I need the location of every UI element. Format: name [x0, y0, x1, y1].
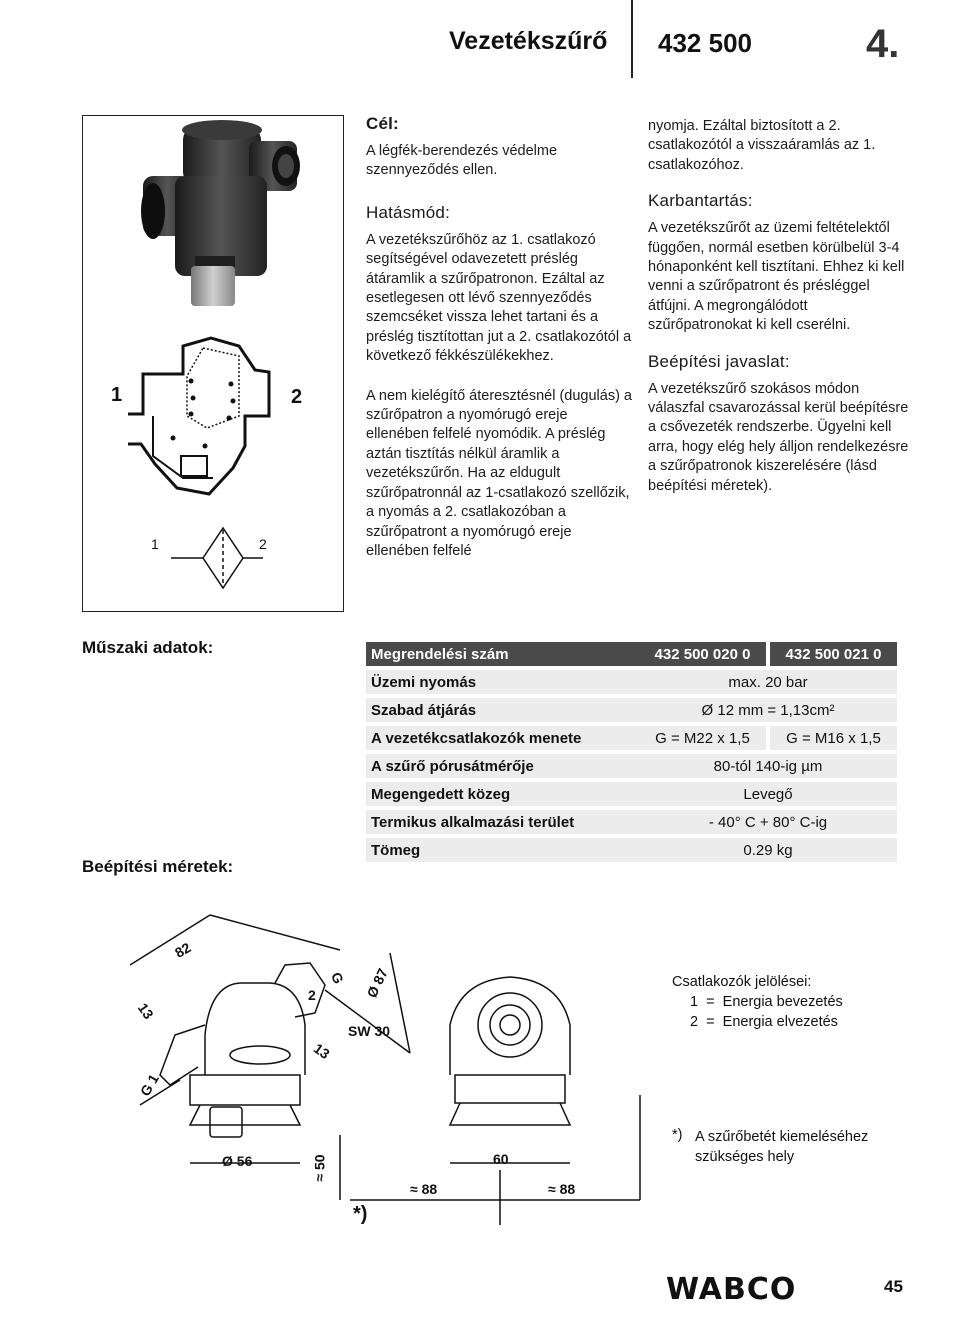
- dim-13a: 13: [134, 1000, 157, 1022]
- tech-heading: Műszaki adatok:: [82, 638, 214, 657]
- port-label-1: 1: [111, 384, 123, 406]
- page-number: 45: [884, 1277, 903, 1296]
- dim-2: 2: [308, 987, 316, 1003]
- dim-g1: G 1: [136, 1071, 162, 1099]
- spec-label: Tömeg: [366, 838, 639, 862]
- dim-56: Ø 56: [222, 1153, 253, 1169]
- spec-value: Levegő: [639, 782, 897, 806]
- page-title: Vezetékszűrő: [449, 27, 608, 55]
- beepitesi-javaslat-text: A vezetékszűrő szokásos módon válaszfal csavarozással kerül beépítésre a csővezeték rendszerbe. Ügyelni kell arra, hogy elég hely álljon rendelkezésre a szűrőpatronok kiszerelésére (lásd beépítési méretek).: [648, 380, 909, 494]
- dim-87: Ø 87: [363, 965, 391, 1001]
- cel-text: A légfék-berendezés védelme szennyeződés ellen.: [366, 143, 558, 179]
- column-1: [366, 114, 632, 579]
- filter-symbol: [171, 528, 263, 588]
- karbantartas-heading: Karbantartás:: [648, 191, 753, 211]
- dim-88b: ≈ 88: [548, 1181, 576, 1197]
- spec-value: max. 20 bar: [639, 670, 897, 694]
- part-number: 432 500: [658, 28, 752, 58]
- legend-line-2: 2 = Energia elvezetés: [690, 1014, 838, 1030]
- legend-title: Csatlakozók jelölései:: [672, 974, 812, 990]
- cel-heading: Cél:: [366, 114, 399, 133]
- dim-sw30: SW 30: [348, 1023, 391, 1039]
- dim-82: 82: [172, 939, 194, 961]
- legend-line-1: 1 = Energia bevezetés: [690, 994, 843, 1010]
- install-drawing: [110, 905, 650, 1235]
- spec-header-label: Megrendelési szám: [366, 642, 639, 666]
- dim-g: G: [327, 969, 347, 987]
- spec-value: - 40° C + 80° C-ig: [639, 810, 897, 834]
- symbol-port-1: 1: [151, 536, 159, 552]
- spec-row: [366, 726, 897, 750]
- wabco-logo: WABCO: [666, 1272, 797, 1307]
- spec-row: [366, 782, 897, 806]
- spec-header-row: [366, 642, 897, 666]
- column-2: [648, 117, 910, 514]
- dim-50: ≈ 50: [311, 1154, 328, 1182]
- symbol-port-2: 2: [259, 536, 267, 552]
- beepitesi-javaslat-heading: Beépítési javaslat:: [648, 351, 790, 371]
- dim-13b: 13: [310, 1039, 333, 1063]
- spec-label: Termikus alkalmazási terület: [366, 810, 639, 834]
- removal-space-mark: *): [353, 1203, 368, 1225]
- spec-label: A vezetékcsatlakozók menete: [366, 726, 639, 750]
- footnote-mark: *): [672, 1127, 683, 1143]
- dim-60: 60: [493, 1151, 509, 1167]
- spec-row: [366, 698, 897, 722]
- spec-header-v1: 432 500 020 0: [639, 642, 770, 666]
- spec-label: A szűrő pórusátmérője: [366, 754, 639, 778]
- hatasmod-text-2: A nem kielégítő áteresztésnél (dugulás) a szűrőpatron a nyomórugó ereje ellenében felfelé nyomódik. A préslég aztán tisztítás nélkül áramlik a vezetékszűrőn. Ha az eldugult szűrőpatronnál az 1-csatlakozó szellőzik, a nyomás a 2. csatlakozóban a szűrőpatront a nyomórugó ereje ellenében felfelé: [366, 387, 632, 559]
- footnote-text: A szűrőbetét kiemeléséhez szükséges hely: [695, 1129, 869, 1165]
- spec-table: [366, 638, 897, 866]
- spec-label: Megengedett közeg: [366, 782, 639, 806]
- spec-value: 0.29 kg: [639, 838, 897, 862]
- install-heading: Beépítési méretek:: [82, 857, 234, 876]
- spec-row: [366, 670, 897, 694]
- connection-legend: [672, 972, 843, 1032]
- product-photo: [83, 116, 343, 611]
- spec-header-v2: 432 500 021 0: [770, 642, 897, 666]
- spec-value: G = M22 x 1,5: [639, 726, 770, 750]
- hatasmod-heading: Hatásmód:: [366, 202, 451, 222]
- section-diagram: [128, 338, 269, 494]
- spec-row: [366, 810, 897, 834]
- continued-text: nyomja. Ezáltal biztosított a 2. csatlakozótól a visszaáramlás az 1. csatlakozóhoz.: [648, 118, 876, 173]
- spec-row: [366, 754, 897, 778]
- header-divider: [631, 0, 633, 78]
- spec-row: [366, 838, 897, 862]
- spec-label: Szabad átjárás: [366, 698, 639, 722]
- spec-value: 80-tól 140-ig µm: [639, 754, 897, 778]
- hatasmod-text: A vezetékszűrőhöz az 1. csatlakozó segítségével odavezetett préslég átáramlik a szűrőpatronon. Ezáltal az esetlegesen ott lévő szennyeződés szemcséket vissza lehet tartani és a préslég tisztítottan jut a 2. csatlakozótól a következő fékkészülékekhez.: [366, 231, 632, 365]
- spec-value: G = M16 x 1,5: [770, 726, 897, 750]
- spec-label: Üzemi nyomás: [366, 670, 639, 694]
- chapter-number: 4.: [866, 22, 900, 66]
- dim-88a: ≈ 88: [410, 1181, 438, 1197]
- port-label-2: 2: [291, 386, 303, 408]
- product-figure: [82, 115, 344, 612]
- karbantartas-text: A vezetékszűrőt az üzemi feltételektől függően, normál esetben körülbelül 3-4 hónaponként kell tisztítani. Ehhez ki kell venni a szűrőpatront és présléggel átfújni. A megrongálódott szűrőpatronokat ki kell cserélni.: [648, 220, 905, 334]
- spec-value: Ø 12 mm = 1,13cm²: [639, 698, 897, 722]
